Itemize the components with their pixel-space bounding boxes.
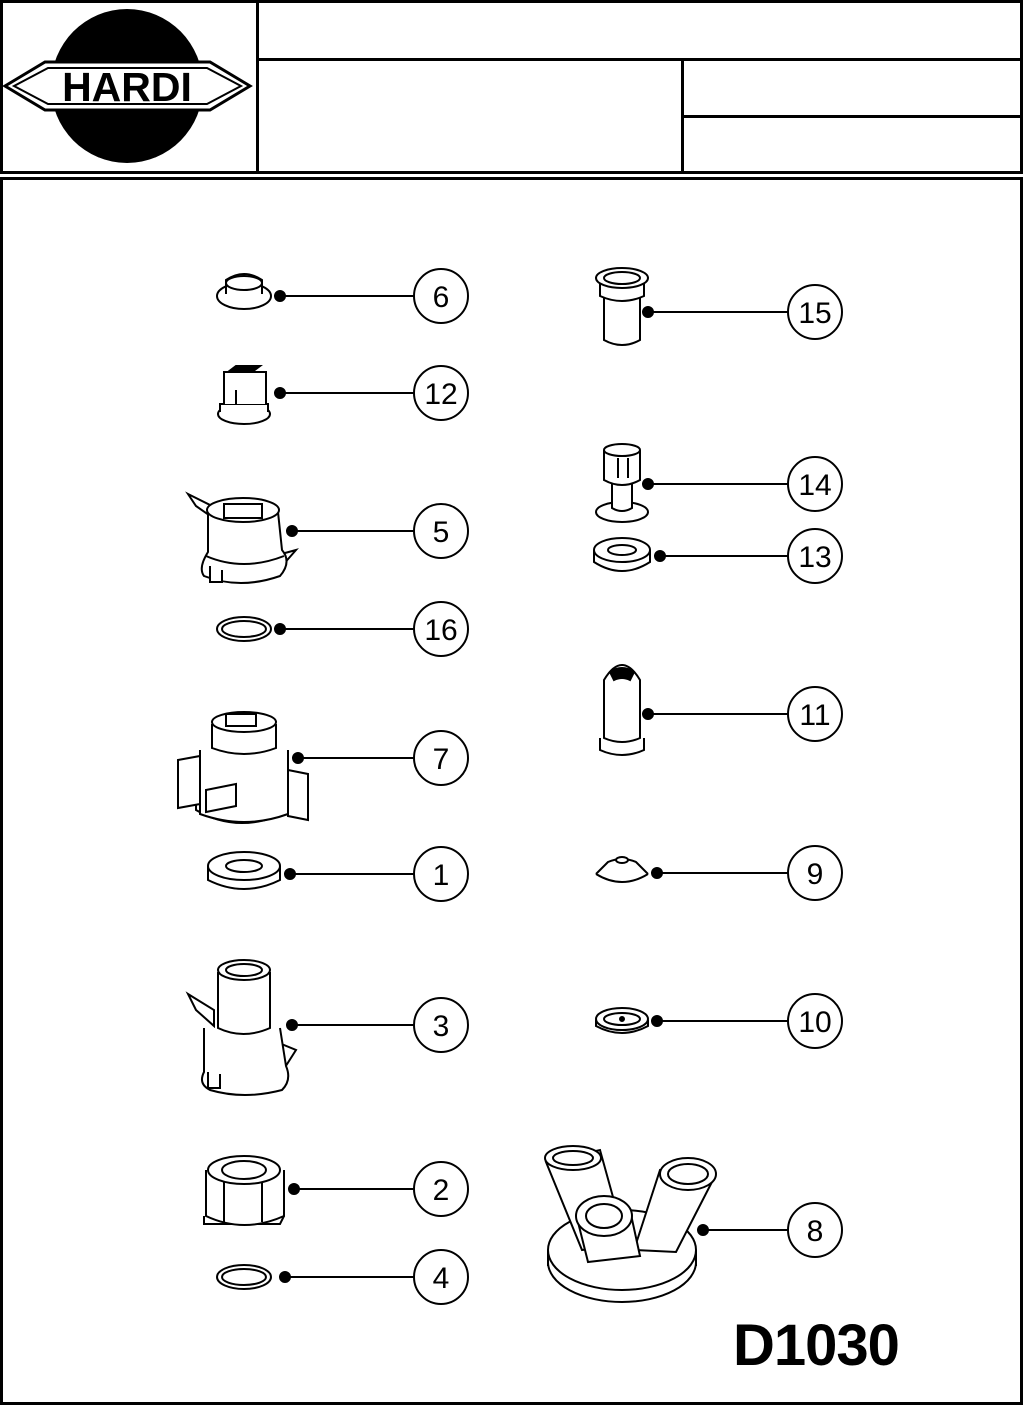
part-6-cap [217, 274, 271, 309]
svg-text:9: 9 [806, 858, 824, 891]
callout-2 [414, 1162, 468, 1216]
svg-text:6: 6 [432, 281, 450, 314]
callout-12 [414, 366, 468, 420]
callout-13 [788, 529, 842, 583]
svg-text:3: 3 [432, 1010, 450, 1043]
part-11-filter [600, 665, 644, 755]
part-14-valve-stem [596, 444, 648, 522]
svg-text:7: 7 [432, 743, 450, 776]
part-1-washer [208, 852, 280, 889]
part-7-coupling-cap [178, 712, 308, 823]
logo-text: HARDI [62, 64, 192, 110]
part-4-o-ring [217, 1265, 271, 1289]
drawing-code: D1030 [733, 1313, 899, 1378]
part-13-washer [594, 538, 650, 571]
part-12-nozzle-tip [218, 366, 270, 424]
leader-lines [275, 291, 788, 1282]
svg-text:12: 12 [424, 378, 458, 411]
callout-8 [788, 1203, 842, 1257]
callout-10 [788, 994, 842, 1048]
callout-5 [414, 504, 468, 558]
svg-text:11: 11 [799, 699, 831, 732]
callout-9 [788, 846, 842, 900]
callout-3 [414, 998, 468, 1052]
part-2-nut [204, 1156, 284, 1225]
part-9-diaphragm [596, 857, 648, 882]
part-16-o-ring [217, 617, 271, 641]
svg-text:16: 16 [424, 614, 458, 647]
svg-text:4: 4 [432, 1262, 450, 1295]
svg-text:1: 1 [432, 859, 450, 892]
svg-text:5: 5 [432, 516, 450, 549]
part-10-disc [596, 1008, 648, 1033]
part-5-bayonet-cap [188, 494, 296, 583]
svg-text:13: 13 [798, 541, 832, 574]
callout-6 [414, 269, 468, 323]
part-15-filter [596, 268, 648, 345]
part-8-nozzle-body [545, 1146, 716, 1302]
callout-4 [414, 1250, 468, 1304]
svg-text:8: 8 [806, 1215, 824, 1248]
callout-14 [788, 457, 842, 511]
callout-16 [414, 602, 468, 656]
svg-text:10: 10 [798, 1006, 832, 1039]
callout-11 [788, 687, 842, 741]
svg-text:15: 15 [798, 297, 832, 330]
svg-text:14: 14 [798, 469, 832, 502]
part-3-bayonet-adapter [188, 960, 296, 1095]
hardi-logo [5, 9, 250, 163]
callout-1 [414, 847, 468, 901]
callout-15 [788, 285, 842, 339]
svg-text:2: 2 [432, 1174, 450, 1207]
callout-7 [414, 731, 468, 785]
